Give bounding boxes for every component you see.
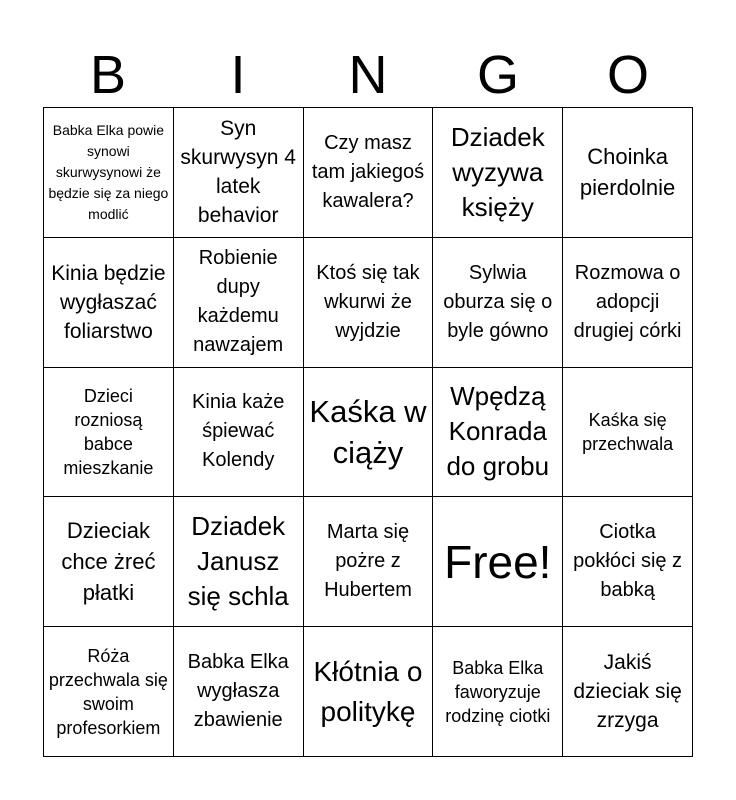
cell-text: Wpędzą Konrada do grobu — [446, 381, 550, 482]
cell-text: Babka Elka faworyzuje rodzinę ciotki — [445, 657, 551, 726]
bingo-cell-r3c2[interactable] — [174, 368, 304, 498]
bingo-cell-r2c4[interactable] — [433, 238, 563, 368]
header-letter-n: N — [348, 45, 388, 105]
bingo-cell-r1c4[interactable] — [433, 108, 563, 238]
bingo-cell-r1c1[interactable] — [44, 108, 174, 238]
cell-text: Kinia każe śpiewać Kolendy — [192, 391, 285, 472]
bingo-grid — [43, 107, 693, 757]
bingo-cell-r3c4[interactable] — [433, 368, 563, 498]
cell-text: Syn skurwysyn 4 latek behavior — [180, 117, 296, 228]
cell-text: Choinka pierdolnie — [579, 144, 676, 201]
cell-text: Kaśka się przechwala — [582, 409, 674, 454]
cell-text: Dziadek Janusz się schla — [187, 511, 289, 612]
bingo-cell-r5c1[interactable] — [44, 627, 174, 757]
bingo-cell-r3c3[interactable] — [304, 368, 434, 498]
cell-text: Kinia będzie wygłaszać foliarstwo — [51, 261, 166, 343]
bingo-cell-r4c5[interactable] — [563, 497, 693, 627]
cell-text: Rozmowa o adopcji drugiej córki — [573, 261, 682, 342]
cell-text: Kaśka w ciąży — [309, 393, 427, 470]
cell-text: Sylwia oburza się o byle gówno — [443, 261, 553, 342]
bingo-cell-r1c2[interactable] — [174, 108, 304, 238]
cell-text: Kłótnia o politykę — [313, 655, 423, 727]
bingo-cell-r1c5[interactable] — [563, 108, 693, 238]
cell-text: Babka Elka powie synowi skurwysynowi że będzie się za niego modlić — [48, 121, 169, 222]
cell-text: Jakiś dzieciak się zrzyga — [573, 651, 682, 733]
header-letter-g: G — [476, 45, 519, 105]
header-letter-b: B — [89, 45, 127, 105]
bingo-cell-r4c2[interactable] — [174, 497, 304, 627]
bingo-cell-r4c1[interactable] — [44, 497, 174, 627]
cell-text: Dziadek wyzywa księży — [450, 121, 545, 222]
header-letter-i: I — [230, 45, 246, 105]
bingo-cell-r5c2[interactable] — [174, 627, 304, 757]
bingo-cell-r2c1[interactable] — [44, 238, 174, 368]
cell-text: Ciotka pokłóci się z babką — [573, 521, 683, 602]
cell-text: Ktoś się tak wkurwi że wyjdzie — [316, 261, 420, 342]
cell-text: Robienie dupy każdemu nawzajem — [193, 247, 284, 357]
bingo-cell-free[interactable] — [433, 497, 563, 627]
cell-text: Czy masz tam jakiegoś kawalera? — [311, 131, 425, 212]
bingo-cell-r5c4[interactable] — [433, 627, 563, 757]
bingo-cell-r2c3[interactable] — [304, 238, 434, 368]
cell-text: Róża przechwala się swoim profesorkiem — [48, 645, 168, 738]
bingo-cell-r2c5[interactable] — [563, 238, 693, 368]
bingo-cell-r1c3[interactable] — [304, 108, 434, 238]
bingo-cell-r5c5[interactable] — [563, 627, 693, 757]
bingo-cell-r4c3[interactable] — [304, 497, 434, 627]
header-letter-o: O — [606, 45, 649, 105]
bingo-cell-r2c2[interactable] — [174, 238, 304, 368]
cell-text: Marta się pożre z Hubertem — [324, 521, 412, 602]
cell-text: Dzieci rozniosą babce mieszkanie — [63, 385, 154, 478]
cell-text: Dzieciak chce żreć płatki — [61, 518, 156, 606]
cell-text: Babka Elka wygłasza zbawienie — [187, 651, 289, 732]
bingo-cell-r5c3[interactable] — [304, 627, 434, 757]
bingo-header — [43, 44, 693, 106]
bingo-cell-r3c5[interactable] — [563, 368, 693, 498]
bingo-cell-r3c1[interactable] — [44, 368, 174, 498]
free-space-text: Free! — [444, 535, 552, 588]
